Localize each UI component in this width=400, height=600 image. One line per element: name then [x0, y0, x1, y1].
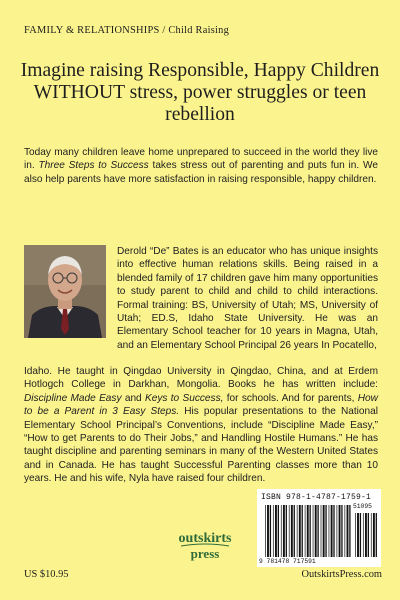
barcode-digits: 9 781478 717591 [259, 558, 316, 565]
intro-paragraph [24, 146, 378, 186]
bio-book-title-1: Discipline Made Easy [24, 392, 122, 404]
author-photo [24, 245, 106, 338]
bio-text: His popular presentations to the National Elementary School Principal’s Conventions, include “Discipline Made Easy,” “How to get Parents to do Their Jobs,” and Handling Hostile Humans.” He has taught discipline and parenting seminars in many of the Western United States and in Canada. He has taught Successful Parenting classes more than 10 years. He and his wife, Nyla have raised four children. [24, 406, 379, 485]
bio-text: and [124, 392, 142, 404]
intro-book-title: Three Steps to Success [38, 160, 149, 172]
headline: Imagine raising Responsible, Happy Children WITHOUT stress, power struggles or teen rebellion [20, 60, 380, 125]
bio-text: Idaho. He taught in Qingdao University in Qingdao, China, and at Erdem Hotlogch College in Darkhan, Mongolia. Books he has written include: [24, 366, 378, 391]
outskirts-press-logo-icon [175, 528, 235, 562]
logo-subword: press [190, 546, 220, 561]
publisher-website: OutskirtsPress.com [301, 569, 382, 580]
category-line: FAMILY & RELATIONSHIPS / Child Raising [24, 25, 230, 36]
price: US $10.95 [24, 569, 69, 580]
bio-text: for schools. And for parents, [226, 392, 355, 404]
intro-text-cont: takes stress out of parenting and puts fun in. We also help parents have more satisfaction in raising responsible, happy children. [24, 160, 378, 185]
isbn-label: ISBN 978-1-4787-1759-1 [261, 493, 372, 502]
logo-word: outskirts [178, 531, 232, 546]
isbn-barcode [257, 489, 381, 567]
barcode-icon [257, 489, 381, 567]
bio-paragraph-rest [24, 365, 378, 486]
bio-paragraph-top: Derold “De” Bates is an educator who has unique insights into effective human relations skills. Being raised in a blended family of 17 children gave him many opportunities to study parent to child and child to child interactions. Formal training: BS, University of Utah; MS, University of Utah; ED.S, Idaho State University. He was an Elementary School teacher for 10 years in Magna, Utah, and an Elementary School Principal 26 years In Pocatello, [117, 246, 378, 351]
intro-text: Today many children leave home unprepared to succeed in the world they live in. [24, 147, 378, 172]
author-portrait-icon [24, 245, 106, 338]
bio-book-title-3: How to be a Parent in 3 Easy Steps. [24, 392, 378, 418]
barcode-addon-digits: 51095 [353, 503, 372, 510]
publisher-logo [175, 528, 235, 562]
bio-book-title-2: Keys to Success, [144, 392, 224, 404]
